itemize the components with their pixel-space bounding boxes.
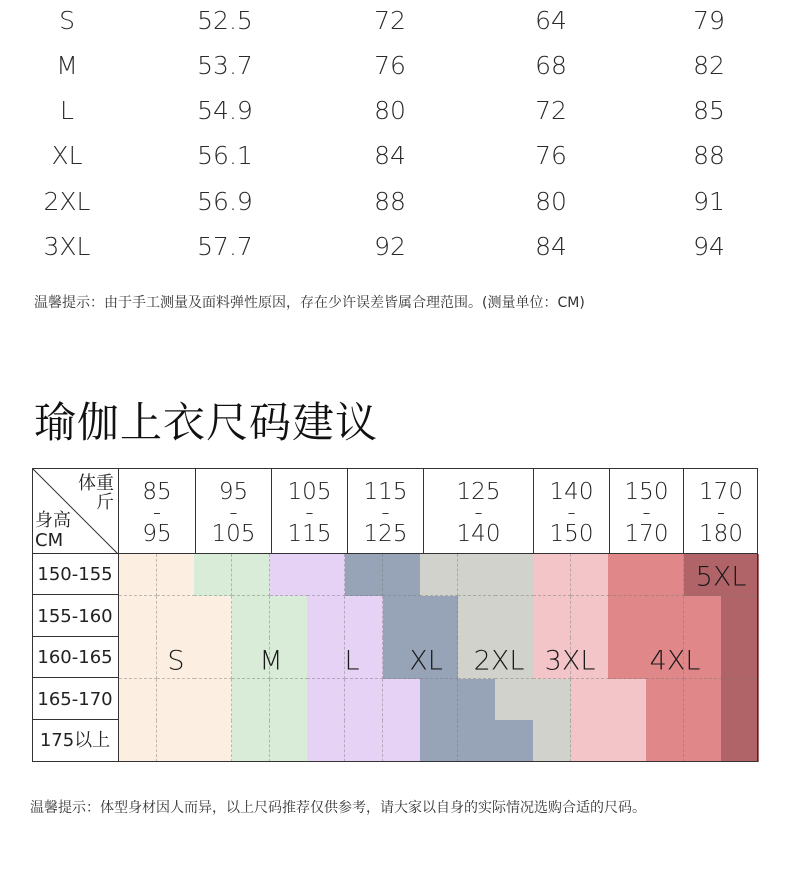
size-grid-cell [307, 596, 345, 638]
size-label: S [167, 645, 185, 677]
size-grid-cell [383, 679, 421, 721]
weight-axis-label [78, 474, 114, 512]
weight-label: 体重 [78, 473, 114, 494]
weight-range-sep: - [229, 500, 238, 526]
size-grid-cell [232, 679, 270, 721]
size-name-cell: S [59, 6, 75, 35]
size-grid-cell [684, 720, 722, 762]
size-grid-cell [345, 679, 383, 721]
measurement-value-cell: 72 [535, 96, 567, 125]
weight-column-header [195, 468, 271, 554]
size-grid-cell [157, 720, 195, 762]
measurement-value-cell: 84 [374, 141, 406, 170]
measurement-value-cell: 68 [535, 51, 567, 80]
measurement-row [0, 43, 790, 88]
size-name-cell: L [60, 96, 74, 125]
weight-range-sep: - [567, 500, 576, 526]
measurement-note: 温馨提示：由于手工测量及面料弹性原因，存在少许误差皆属合理范围。(测量单位：CM) [34, 295, 585, 311]
size-grid-cell [119, 720, 157, 762]
size-grid-cell [194, 596, 232, 638]
measurement-row [0, 88, 790, 133]
size-grid-cell [495, 679, 533, 721]
size-grid-cell [646, 679, 684, 721]
height-row-label: 155-160 [32, 596, 118, 637]
size-grid-cell [420, 554, 458, 596]
size-name-cell: 2XL [43, 187, 91, 216]
size-grid-cell [684, 596, 722, 638]
size-grid-cell [608, 554, 646, 596]
weight-range-sep: - [152, 500, 162, 526]
height-row-label: 175以上 [39, 730, 111, 752]
measurement-row [0, 224, 790, 269]
size-grid-cell [495, 720, 533, 762]
size-grid-cell [383, 554, 421, 596]
size-grid-cell [420, 720, 458, 762]
measurement-value-cell: 92 [374, 232, 406, 261]
weight-range-sep: - [474, 500, 483, 526]
measurement-value-cell: 76 [374, 51, 406, 80]
size-grid-cell [194, 637, 232, 679]
size-grid-cell [232, 596, 270, 638]
size-grid-cell [721, 596, 759, 638]
size-label: 2XL [473, 645, 525, 677]
measurement-value-cell: 79 [693, 6, 725, 35]
size-grid-cell [533, 720, 571, 762]
measurement-value-cell: 72 [374, 6, 406, 35]
weight-range-to: 150 [549, 521, 594, 547]
size-grid-cell [345, 596, 383, 638]
size-grid-cell [119, 554, 157, 596]
measurement-value-cell: 80 [535, 187, 567, 216]
height-label: 身高 [35, 510, 71, 531]
weight-range-from: 85 [142, 479, 172, 505]
size-grid-cell [608, 637, 646, 679]
measurement-value-cell: 94 [693, 232, 725, 261]
size-grid-cell [383, 720, 421, 762]
weight-column-header [533, 468, 609, 554]
measurement-value-cell: 56.1 [197, 141, 253, 170]
size-grid-cell [608, 596, 646, 638]
height-axis-label [35, 511, 71, 551]
size-grid-cell [420, 679, 458, 721]
measurement-row [0, 179, 790, 224]
measurement-value-cell: 76 [535, 141, 567, 170]
weight-range-to: 115 [287, 521, 332, 547]
size-grid-cell [194, 720, 232, 762]
measurement-value-cell: 56.9 [197, 187, 253, 216]
measurement-value-cell: 85 [693, 96, 725, 125]
measurement-value-cell: 53.7 [197, 51, 253, 80]
size-grid-cell [458, 554, 496, 596]
measurement-value-cell: 52.5 [197, 6, 253, 35]
size-grid-cell [458, 596, 496, 638]
weight-range-to: 180 [699, 521, 743, 547]
size-grid-cell [646, 720, 684, 762]
measurement-value-cell: 84 [535, 232, 567, 261]
height-row-label: 165-170 [32, 679, 118, 720]
size-grid-cell [307, 554, 345, 596]
weight-range-from: 170 [699, 479, 743, 505]
weight-range-sep: - [381, 500, 390, 526]
size-grid-cell [533, 679, 571, 721]
size-grid-cell [194, 679, 232, 721]
weight-range-from: 140 [549, 479, 594, 505]
measurement-value-cell: 80 [374, 96, 406, 125]
size-grid-cell [646, 554, 684, 596]
size-grid-cell [270, 679, 308, 721]
size-grid-cell [495, 554, 533, 596]
measurement-row [0, 0, 790, 43]
size-grid-cell [270, 596, 308, 638]
weight-range-from: 95 [218, 479, 249, 505]
size-name-cell: M [56, 51, 78, 80]
size-grid-cell [307, 679, 345, 721]
weight-column-header [423, 468, 533, 554]
size-grid-cell [157, 554, 195, 596]
size-grid-cell [420, 596, 458, 638]
size-name-cell: XL [51, 141, 83, 170]
weight-range-from: 105 [287, 479, 332, 505]
size-grid-cell [307, 637, 345, 679]
measurement-value-cell: 57.7 [197, 232, 253, 261]
size-grid [118, 554, 758, 762]
size-grid-cell [721, 637, 759, 679]
size-grid-cell [157, 679, 195, 721]
size-grid-cell [157, 596, 195, 638]
weight-range-to: 95 [142, 521, 172, 547]
weight-range-from: 150 [624, 479, 669, 505]
size-grid-cell [571, 554, 609, 596]
size-grid-cell [721, 679, 759, 721]
weight-column-header [347, 468, 423, 554]
size-grid-cell [533, 596, 571, 638]
weight-range-to: 140 [456, 521, 501, 547]
size-grid-cell [646, 596, 684, 638]
size-chart-title: 瑜伽上衣尺码建议 [34, 398, 379, 447]
size-grid-cell [232, 720, 270, 762]
weight-range-sep: - [716, 500, 726, 526]
height-row-label: 160-165 [32, 637, 118, 678]
size-grid-cell [608, 679, 646, 721]
measurement-value-cell: 88 [374, 187, 406, 216]
weight-column-header [683, 468, 758, 554]
measurement-value-cell: 82 [693, 51, 725, 80]
size-grid-cell [119, 637, 157, 679]
size-grid-cell [119, 596, 157, 638]
size-grid-cell [495, 596, 533, 638]
size-grid-cell [571, 720, 609, 762]
size-recommendation-chart [32, 468, 758, 762]
weight-unit: 斤 [96, 492, 114, 513]
size-grid-cell [270, 720, 308, 762]
size-grid-cell [458, 679, 496, 721]
size-label: 5XL [695, 561, 747, 593]
size-grid-cell [383, 596, 421, 638]
size-grid-cell [458, 720, 496, 762]
weight-range-to: 170 [624, 521, 669, 547]
size-grid-cell [270, 554, 308, 596]
weight-range-from: 125 [456, 479, 501, 505]
size-name-cell: 3XL [43, 232, 91, 261]
size-grid-cell [533, 554, 571, 596]
size-label: 3XL [544, 645, 596, 677]
size-grid-cell [608, 720, 646, 762]
size-grid-cell [684, 679, 722, 721]
size-grid-cell [571, 679, 609, 721]
measurement-value-cell: 91 [693, 187, 725, 216]
weight-column-header [118, 468, 195, 554]
measurement-value-cell: 88 [693, 141, 725, 170]
height-row-label: 150-155 [32, 554, 118, 595]
weight-column-header [609, 468, 683, 554]
size-label: 4XL [649, 645, 701, 677]
size-grid-cell [345, 720, 383, 762]
measurement-row [0, 133, 790, 178]
size-grid-cell [307, 720, 345, 762]
size-label: M [259, 645, 283, 677]
size-label: L [344, 645, 360, 677]
measurement-value-cell: 64 [535, 6, 567, 35]
weight-range-from: 115 [363, 479, 408, 505]
size-grid-cell [194, 554, 232, 596]
weight-column-header [271, 468, 347, 554]
size-grid-cell [232, 554, 270, 596]
size-grid-cell [119, 679, 157, 721]
size-grid-cell [345, 554, 383, 596]
chart-corner-header [32, 468, 118, 554]
size-label: XL [409, 645, 443, 677]
weight-range-to: 105 [211, 521, 256, 547]
size-grid-cell [721, 720, 759, 762]
weight-range-to: 125 [363, 521, 408, 547]
size-grid-cell [571, 596, 609, 638]
weight-range-sep: - [642, 500, 651, 526]
height-unit: CM [35, 530, 64, 551]
size-chart-note: 温馨提示：体型身材因人而异，以上尺码推荐仅供参考，请大家以自身的实际情况选购合适的尺码。 [30, 800, 646, 816]
weight-range-sep: - [305, 500, 314, 526]
measurement-value-cell: 54.9 [197, 96, 253, 125]
